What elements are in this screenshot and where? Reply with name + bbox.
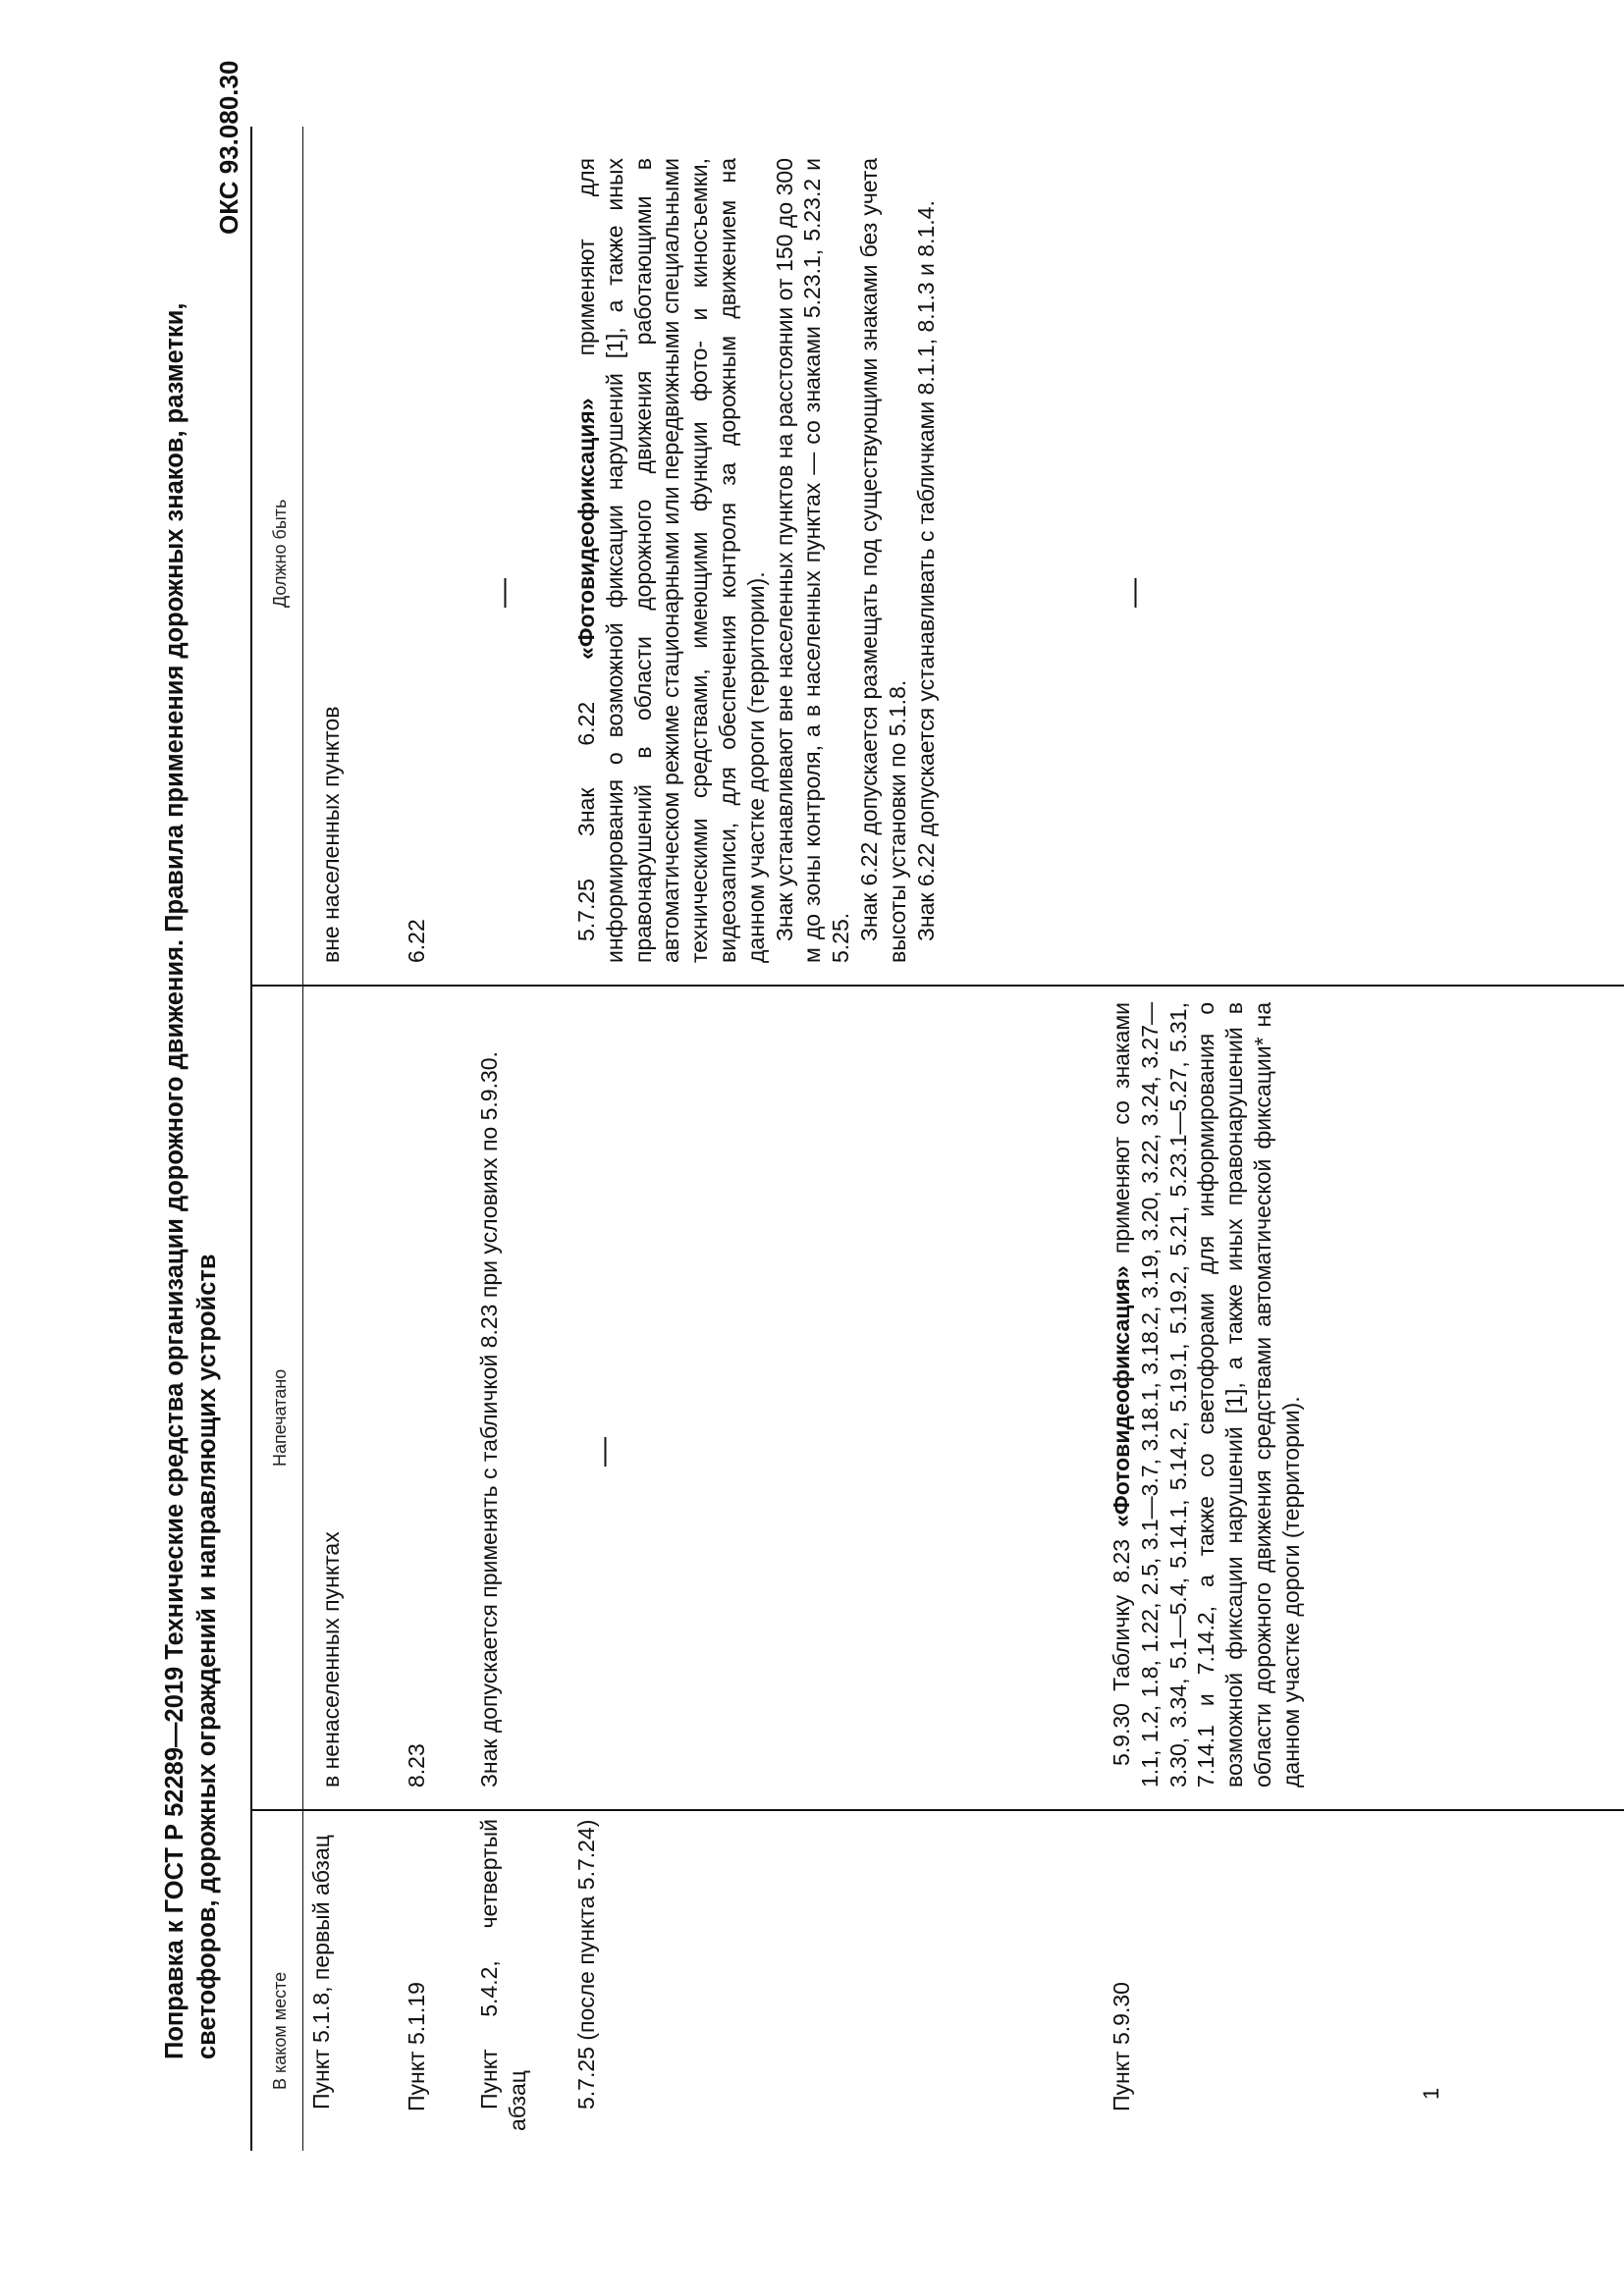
table-row-1-where: Пункт 5.1.8, первый абзац: [308, 1835, 334, 2109]
table-row-5-where: Пункт 5.9.30: [1109, 1982, 1134, 2111]
classification-code: ОКС 93.080.30: [214, 60, 244, 235]
table-row-3-where: Пункт 5.4.2, четвертый абзац: [476, 1819, 530, 2131]
table-row-4-where: 5.7.25 (после пункта 5.7.24): [573, 1819, 599, 2109]
table-col-divider-2: [250, 985, 1624, 987]
table-row-5-should-be: —: [1117, 578, 1150, 608]
table-row-2-should-be: 6.22: [404, 919, 429, 963]
table-top-rule: [250, 127, 252, 2151]
table-row-2-where: Пункт 5.1.19: [404, 1982, 429, 2111]
table-row-4-printed: —: [587, 1437, 620, 1467]
table-row-3-printed: Знак допускается применять с табличкой 8.23 при условиях по 5.9.30.: [476, 1051, 502, 1788]
header-printed: Напечатано: [270, 1368, 290, 1467]
table-row-4-should-be: 5.7.25 Знак 6.22 «Фотовидеофиксация» применяют для информирования о возможной фиксации нарушений [1], а также иных правонарушений в области дорожного движения работающими в автоматическом режиме стационарными или передвижными специальными техническими средствами, имеющими функции фото- и киносъемки, видеозаписи, для обеспечения контроля за дорожным движением на данном участке дороги (территории). Знак устанавливают вне населенных пунктов на расстоянии от 150 до 300 м до зоны контроля, а в населенных пунктах — со знаками 5.23.1, 5.23.2 и 5.25. Знак 6.22 допускается размещать под существующими знаками без учета высоты установки по 5.1.8. Знак 6.22 допускается устанавливать с табличками 8.1.1, 8.1.3 и 8.1.4.: [573, 158, 939, 963]
table-row-1-should-be: вне населенных пунктов: [318, 706, 344, 963]
table-header-rule: [302, 127, 303, 2151]
document-title: Поправка к ГОСТ Р 52289—2019 Технические средства организации дорожного движения. Правила применения дорожных знаков, разметки, светофоров, дорожных ограждений и направляющих устройств: [161, 302, 221, 2059]
table-row-1-printed: в ненаселенных пунктах: [318, 1531, 344, 1788]
page-number: 1: [1419, 2087, 1443, 2100]
header-where: В каком месте: [270, 1971, 290, 2090]
header-should-be: Должно быть: [270, 499, 290, 608]
table-row-3-should-be: —: [487, 578, 519, 608]
table-row-2-printed: 8.23: [404, 1743, 429, 1788]
table-row-5-printed: 5.9.30 Табличку 8.23 «Фотовидеофиксация» применяют со знаками 1.1, 1.2, 1.8, 1.22, 2.5, 3.1—3.7, 3.18.1, 3.18.2, 3.19, 3.20, 3.22, 3.24, 3.27—3.30, 3.34, 5.1—5.4, 5.14.1, 5.14.2, 5.19.1, 5.19.2, 5.21, 5.23.1—5.27, 5.31, 7.14.1 и 7.14.2, а также со светофорами для информирования о возможной фиксации нарушений [1], а также иных правонарушений в области дорожного движения средствами автоматической фиксации* на данном участке дороги (территории).: [1109, 1002, 1304, 1788]
table-col-divider-1: [250, 1809, 1624, 1811]
